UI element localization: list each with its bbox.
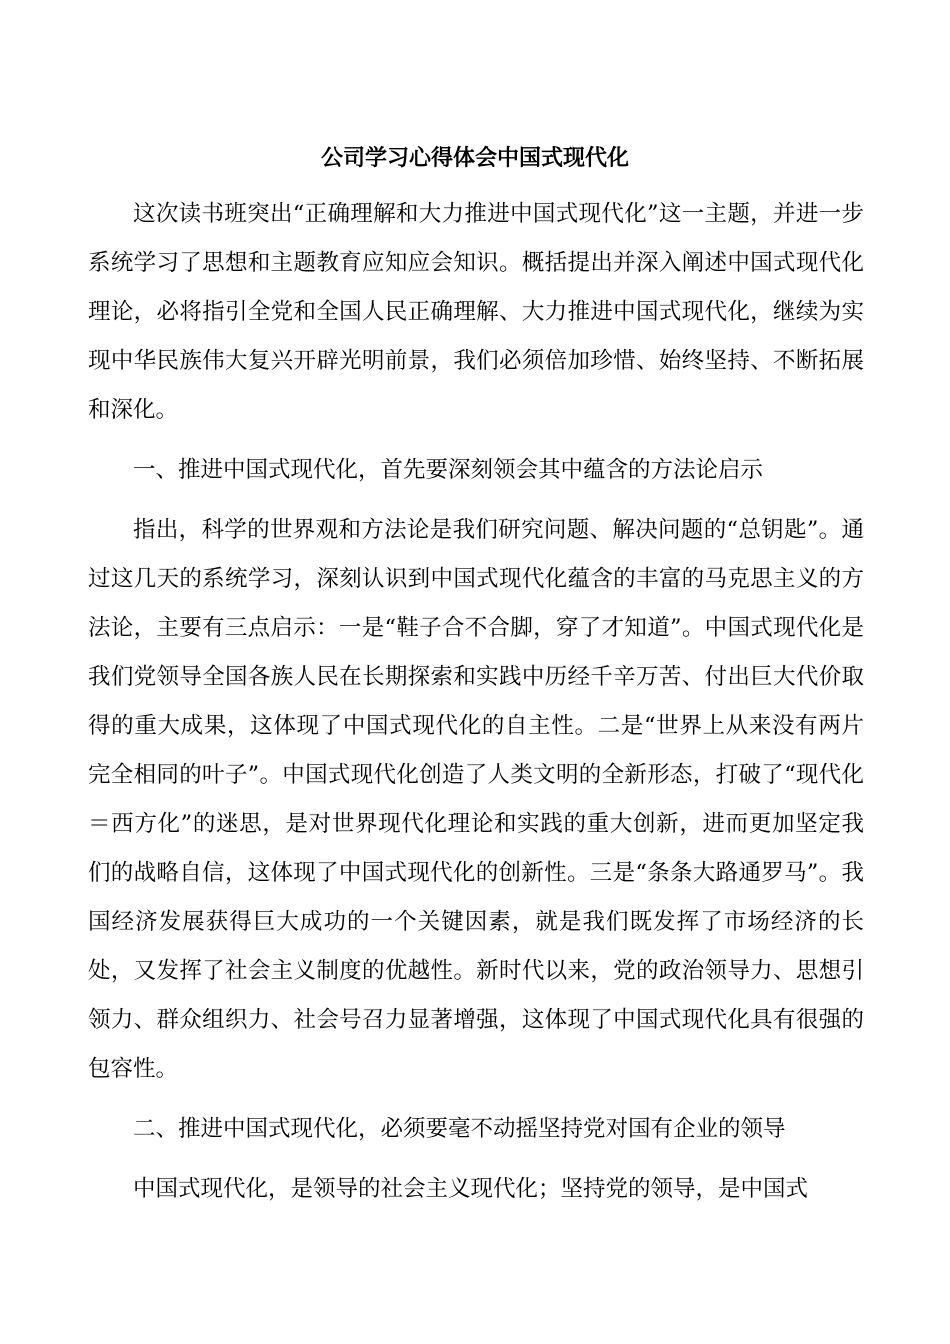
paragraph-spacer [88,1094,864,1105]
paragraph-spacer [88,495,864,506]
paragraph-methodology: 指出，科学的世界观和方法论是我们研究问题、解决问题的“总钥匙”。通过这几天的系统学习，深刻认识到中国式现代化蕴含的丰富的马克思主义的方法论，主要有三点启示：一是“鞋子合不合脚，穿了才知道”。中国式现代化是我们党领导全国各族人民在长期探索和实践中历经千辛万苦、付出巨大代价取得的重大成果，这体现了中国式现代化的自主性。二是“世界上从来没有两片完全相同的叶子”。中国式现代化创造了人类文明的全新形态，打破了“现代化＝西方化”的迷思，是对世界现代化理论和实践的重大创新，进而更加坚定我们的战略自信，这体现了中国式现代化的创新性。三是“条条大路通罗马”。我国经济发展获得巨大成功的一个关键因素，就是我们既发挥了市场经济的长处，又发挥了社会主义制度的优越性。新时代以来，党的政治领导力、思想引领力、群众组织力、社会号召力显著增强，这体现了中国式现代化具有很强的包容性。 [88,517,864,1082]
paragraph-spacer [88,435,864,446]
section-heading-2: 二、推进中国式现代化，必须要毫不动摇坚持党对国有企业的领导 [133,1116,786,1142]
section-heading-1: 一、推进中国式现代化，首先要深刻领会其中蕴含的方法论启示 [133,457,764,483]
document-body [88,190,864,1214]
paragraph-intro: 这次读书班突出“正确理解和大力推进中国式现代化”这一主题，并进一步系统学习了思想和主题教育应知应会知识。概括提出并深入阐述中国式现代化理论，必将指引全党和全国人民正确理解、大力推进中国式现代化，继续为实现中华民族伟大复兴开辟光明前景，我们必须倍加珍惜、始终坚持、不断拓展和深化。 [88,201,864,423]
document-title: 公司学习心得体会中国式现代化 [320,145,629,171]
paragraph-spacer [88,1154,864,1165]
paragraph-leadership: 中国式现代化，是领导的社会主义现代化；坚持党的领导，是中国式 [133,1176,809,1202]
